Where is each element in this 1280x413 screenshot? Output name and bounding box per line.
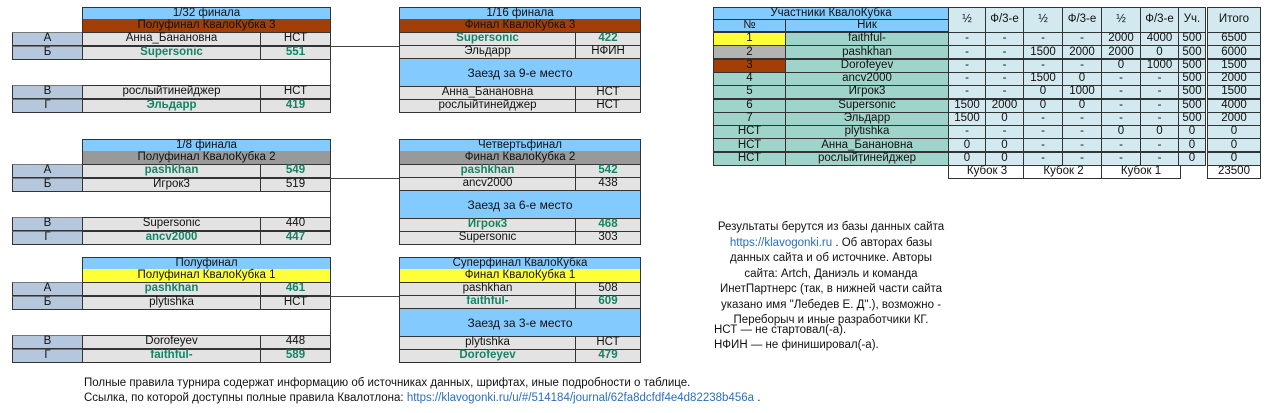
- grand-total: 23500: [1207, 165, 1261, 179]
- place-cell: 7: [713, 112, 786, 126]
- score-cell: 1500: [1207, 85, 1261, 99]
- score-cell: 0: [1023, 85, 1063, 99]
- score-cell: 0: [1178, 125, 1206, 139]
- score-cell: 2000: [1062, 45, 1102, 59]
- connector-line: [330, 192, 331, 217]
- nick-cell: Dorofeyev: [785, 59, 949, 73]
- player-score: 551: [260, 46, 331, 60]
- score-cell: -: [948, 72, 986, 86]
- score-cell: -: [948, 125, 986, 139]
- slot-label: Г: [12, 99, 83, 113]
- score-cell: -: [948, 45, 986, 59]
- place-cell: 5: [713, 85, 786, 99]
- nick-cell: ancv2000: [785, 72, 949, 86]
- period: .: [757, 392, 761, 404]
- player-name: faithful-: [399, 295, 576, 309]
- slot-label: Г: [12, 349, 83, 363]
- score-cell: -: [1062, 125, 1102, 139]
- score-cell: -: [1023, 138, 1063, 152]
- player-score: 447: [260, 231, 331, 245]
- place-cell: НСТ: [713, 152, 786, 166]
- player-name: Supersonic: [82, 46, 261, 60]
- score-cell: 2000: [1207, 112, 1261, 126]
- slot-label: Г: [12, 231, 83, 245]
- player-score: НСТ: [575, 99, 641, 113]
- player-score: 468: [575, 218, 641, 232]
- score-cell: 2000: [1101, 32, 1141, 46]
- note-text: Результаты берутся из базы данных сайта: [717, 221, 945, 233]
- player-name: Игрок3: [82, 178, 261, 192]
- place-cell: НСТ: [713, 125, 786, 139]
- nick-cell: Supersonic: [785, 99, 949, 113]
- score-cell: 500: [1178, 72, 1206, 86]
- place-cell: 6: [713, 99, 786, 113]
- rules-footer: [84, 376, 760, 406]
- score-cell: 0: [1207, 138, 1261, 152]
- score-cell: 0: [985, 138, 1024, 152]
- placement-header: Заезд за 9-е место: [399, 59, 641, 86]
- score-cell: 0: [1140, 125, 1179, 139]
- player-score: НСТ: [260, 296, 331, 310]
- player-name: plytishka: [399, 336, 576, 350]
- score-cell: 1000: [1062, 85, 1102, 99]
- cup-subtitle: Полуфинал КвалоКубка 1: [82, 269, 331, 282]
- score-cell: 0: [948, 138, 986, 152]
- score-cell: 6500: [1207, 32, 1261, 46]
- score-cell: -: [1140, 152, 1179, 166]
- player-name: Анна_Банановна: [399, 86, 576, 100]
- nick-cell: Анна_Банановна: [785, 138, 949, 152]
- cup-subtitle: Финал КвалоКубка 1: [399, 269, 641, 282]
- score-cell: 0: [1062, 72, 1102, 86]
- player-score: НСТ: [575, 336, 641, 350]
- score-cell: 500: [1178, 112, 1206, 126]
- score-cell: 0: [1101, 59, 1141, 73]
- round-header: Полуфинал: [82, 257, 331, 270]
- placement-header: Заезд за 3-е место: [399, 309, 641, 336]
- player-score: 303: [575, 231, 641, 245]
- participants-title: Участники КвалоКубка: [713, 7, 949, 20]
- player-score: НФИН: [575, 45, 641, 59]
- score-cell: -: [1023, 59, 1063, 73]
- score-cell: 1500: [948, 99, 986, 113]
- player-name: Supersonic: [399, 32, 576, 46]
- score-cell: -: [1140, 72, 1179, 86]
- score-cell: -: [1062, 32, 1102, 46]
- col-num: №: [713, 19, 786, 32]
- score-cell: 1500: [1023, 72, 1063, 86]
- player-score: 448: [260, 335, 331, 349]
- nick-cell: pashkhan: [785, 45, 949, 59]
- player-score: 508: [575, 282, 641, 296]
- place-cell: 1: [713, 32, 786, 46]
- player-name: pashkhan: [399, 164, 576, 178]
- score-cell: -: [1101, 85, 1141, 99]
- placement-header: Заезд за 6-е место: [399, 191, 641, 218]
- score-cell: 0: [985, 112, 1024, 126]
- score-cell: -: [948, 32, 986, 46]
- score-cell: -: [1023, 32, 1063, 46]
- player-name: Dorofeyev: [82, 335, 261, 349]
- player-name: Анна_Банановна: [82, 32, 261, 46]
- score-cell: -: [1062, 112, 1102, 126]
- score-cell: 500: [1178, 32, 1206, 46]
- score-cell: -: [1101, 72, 1141, 86]
- slot-label: Б: [12, 296, 83, 310]
- score-cell: 0: [985, 152, 1024, 166]
- score-col-header: Итого: [1207, 7, 1261, 33]
- score-cell: 4000: [1140, 32, 1179, 46]
- score-cell: 0: [1178, 152, 1206, 166]
- score-col-header: Ф/3-е: [985, 7, 1024, 33]
- score-cell: -: [1101, 99, 1141, 113]
- score-col-header: ½: [948, 7, 986, 33]
- slot-label: Б: [12, 46, 83, 60]
- score-cell: 500: [1178, 85, 1206, 99]
- score-cell: 0: [1207, 125, 1261, 139]
- slot-label: А: [12, 32, 83, 46]
- score-cell: -: [1062, 59, 1102, 73]
- legend-nst: НСТ — не стартовал(-а).: [714, 324, 847, 336]
- player-score: 589: [260, 349, 331, 363]
- score-cell: 1000: [1140, 59, 1179, 73]
- score-cell: 500: [1178, 59, 1206, 73]
- player-name: рослыйтинейджер: [399, 99, 576, 113]
- score-cell: -: [1140, 99, 1179, 113]
- score-cell: -: [985, 72, 1024, 86]
- score-cell: 0: [1207, 152, 1261, 166]
- score-cell: -: [1023, 112, 1063, 126]
- score-cell: 1500: [1023, 45, 1063, 59]
- score-cell: -: [1062, 138, 1102, 152]
- score-col-header: Ф/3-е: [1140, 7, 1179, 33]
- score-col-header: Ф/3-е: [1062, 7, 1102, 33]
- slot-label: В: [12, 217, 83, 231]
- player-score: 542: [575, 164, 641, 178]
- place-cell: 3: [713, 59, 786, 73]
- legend: [714, 323, 879, 353]
- score-cell: -: [1140, 112, 1179, 126]
- player-score: 438: [575, 177, 641, 191]
- player-name: Эльдарр: [399, 45, 576, 59]
- connector-line: [330, 310, 331, 335]
- player-score: НСТ: [260, 32, 331, 46]
- nick-cell: Игрок3: [785, 85, 949, 99]
- score-cell: 4000: [1207, 99, 1261, 113]
- player-name: pashkhan: [82, 282, 261, 296]
- player-name: Игрок3: [399, 218, 576, 232]
- score-cell: -: [1101, 112, 1141, 126]
- nick-cell: faithful-: [785, 32, 949, 46]
- score-cell: -: [1101, 138, 1141, 152]
- rules-link-label: Ссылка, по которой доступны полные правила Квалотлона:: [84, 392, 404, 404]
- score-cell: 500: [1178, 99, 1206, 113]
- connector-line: [330, 178, 399, 179]
- rules-link[interactable]: https://klavogonki.ru/u/#/514184/journal/62fa8dcfdf4e4d82238b456a: [406, 392, 755, 404]
- score-cell: 0: [1140, 45, 1179, 59]
- player-score: 609: [575, 295, 641, 309]
- score-cell: -: [985, 59, 1024, 73]
- cup-subtitle: Полуфинал КвалоКубка 2: [82, 151, 331, 164]
- score-cell: 0: [1178, 138, 1206, 152]
- place-cell: 2: [713, 45, 786, 59]
- player-name: plytishka: [82, 296, 261, 310]
- klavogonki-link[interactable]: https://klavogonki.ru: [729, 236, 833, 249]
- player-score: 461: [260, 282, 331, 296]
- player-name: ancv2000: [399, 177, 576, 191]
- connector-line: [330, 296, 399, 297]
- slot-label: В: [12, 85, 83, 99]
- slot-label: Б: [12, 178, 83, 192]
- score-cell: 0: [1023, 99, 1063, 113]
- player-score: 549: [260, 164, 331, 178]
- player-name: ancv2000: [82, 231, 261, 245]
- cup-footer: Кубок 2: [1023, 165, 1104, 179]
- score-cell: 500: [1178, 45, 1206, 59]
- round-header: 1/32 финала: [82, 7, 331, 20]
- score-cell: 0: [1101, 125, 1141, 139]
- nick-cell: Эльдарр: [785, 112, 949, 126]
- connector-line: [330, 60, 331, 85]
- legend-nfin: НФИН — не финишировал(-а).: [714, 339, 879, 351]
- player-score: 479: [575, 349, 641, 363]
- data-source-note: [712, 220, 950, 329]
- slot-label: В: [12, 335, 83, 349]
- score-col-header: Уч.: [1178, 7, 1206, 33]
- score-col-header: ½: [1101, 7, 1141, 33]
- score-cell: 2000: [1207, 72, 1261, 86]
- round-header: Суперфинал КвалоКубка: [399, 257, 641, 270]
- player-name: Supersonic: [399, 231, 576, 245]
- score-cell: 1500: [948, 112, 986, 126]
- score-cell: 0: [1062, 99, 1102, 113]
- slot-label: А: [12, 282, 83, 296]
- score-cell: -: [1101, 152, 1141, 166]
- player-score: 440: [260, 217, 331, 231]
- player-name: Supersonic: [82, 217, 261, 231]
- place-cell: 4: [713, 72, 786, 86]
- player-score: 419: [260, 99, 331, 113]
- score-cell: -: [1023, 125, 1063, 139]
- cup-subtitle: Полуфинал КвалоКубка 3: [82, 19, 331, 32]
- score-cell: -: [985, 32, 1024, 46]
- nick-cell: plytishka: [785, 125, 949, 139]
- rules-text: Полные правила турнира содержат информацию об источниках данных, шрифтах, иные подробности о таблице.: [84, 377, 691, 389]
- score-cell: -: [1062, 152, 1102, 166]
- player-score: 422: [575, 32, 641, 46]
- player-name: pashkhan: [399, 282, 576, 296]
- cup-footer: Кубок 3: [948, 165, 1026, 179]
- score-cell: -: [985, 125, 1024, 139]
- connector-line: [330, 46, 399, 47]
- cup-footer: Кубок 1: [1101, 165, 1181, 179]
- player-name: pashkhan: [82, 164, 261, 178]
- score-cell: -: [1140, 85, 1179, 99]
- score-cell: 1500: [1207, 59, 1261, 73]
- round-header: Четвертьфинал: [399, 139, 641, 152]
- score-cell: -: [985, 85, 1024, 99]
- score-cell: -: [948, 85, 986, 99]
- score-cell: -: [948, 59, 986, 73]
- cup-subtitle: Финал КвалоКубка 2: [399, 151, 641, 164]
- slot-label: А: [12, 164, 83, 178]
- player-score: НСТ: [260, 85, 331, 99]
- round-header: 1/16 финала: [399, 7, 641, 20]
- round-header: 1/8 финала: [82, 139, 331, 152]
- score-cell: 0: [948, 152, 986, 166]
- player-name: рослыйтинейджер: [82, 85, 261, 99]
- score-cell: -: [1023, 152, 1063, 166]
- player-name: faithful-: [82, 349, 261, 363]
- score-cell: 2000: [1101, 45, 1141, 59]
- player-name: Dorofeyev: [399, 349, 576, 363]
- player-score: 519: [260, 178, 331, 192]
- player-score: НСТ: [575, 86, 641, 100]
- col-nick: Ник: [785, 19, 949, 32]
- note-text-2: . Об авторах базы данных сайта и об источнике. Авторы сайта: Artch, Даниэль и команда ИнетПартнерс (так, в нижней части сайта указано имя "Лебедев Е. Д".), возможно - Переборыч и иные разработчики КГ.: [719, 236, 943, 326]
- score-col-header: ½: [1023, 7, 1063, 33]
- score-cell: 2000: [985, 99, 1024, 113]
- score-cell: -: [1140, 138, 1179, 152]
- nick-cell: рослыйтинейджер: [785, 152, 949, 166]
- cup-subtitle: Финал КвалоКубка 3: [399, 19, 641, 32]
- player-name: Эльдарр: [82, 99, 261, 113]
- score-cell: 6000: [1207, 45, 1261, 59]
- score-cell: -: [985, 45, 1024, 59]
- place-cell: НСТ: [713, 138, 786, 152]
